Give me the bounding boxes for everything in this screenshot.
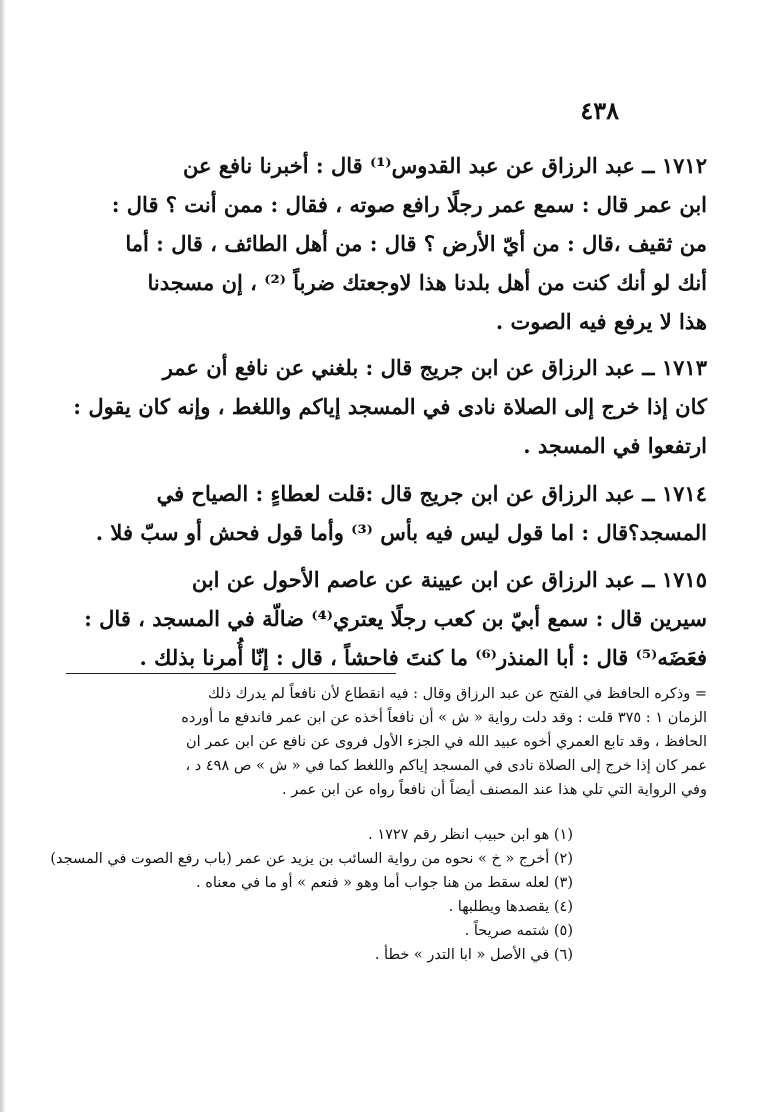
footnote-number: (٣) — [553, 875, 573, 891]
page-number: ٤٣٨ — [580, 96, 619, 125]
footnote-continuation — [66, 682, 707, 802]
text-line: ١٧١٢ ــ عبد الرزاق عن عبد القدوس⁽¹⁾ قال : أخبرنا نافع عن — [182, 153, 707, 178]
footnote-item — [63, 919, 573, 943]
footnote-line: = وذكره الحافظ في الفتح عن عبد الرزاق وقال : فيه انقطاع لأن نافعاً لم يدرك ذلك — [207, 686, 707, 702]
text-line: ارتفعوا في المسجد . — [523, 433, 707, 458]
text-line: المسجد؟قال : اما قول ليس فيه بأس ⁽³⁾ وأما قول فحش أو سبّ فلا . — [95, 520, 707, 545]
footnote-line: وفي الرواية التي تلي هذا عند المصنف أيضاً أن نافعاً رواه عن ابن عمر . — [282, 782, 707, 798]
footnote-text: لعله سقط من هنا جواب أما وهو « فنعم » أو ما في معناه . — [196, 875, 550, 891]
footnote-separator — [66, 673, 396, 674]
footnote-item — [50, 847, 573, 871]
footnote-text: أخرج « خ » نحوه من رواية السائب بن يزيد عن عمر (باب رفع الصوت في المسجد) — [50, 851, 550, 867]
text-line: ١٧١٤ ــ عبد الرزاق عن ابن جريج قال :قلت لعطاءٍ : الصياح في — [156, 481, 707, 506]
footnotes-list — [50, 823, 573, 967]
footnote-item — [63, 823, 573, 847]
footnote-text: هو ابن حبيب انظر رقم ١٧٢٧ . — [368, 827, 550, 843]
footnote-text: يقصدها ويطلبها . — [448, 899, 550, 915]
footnote-item — [63, 871, 573, 895]
text-line: فعَضَه⁽⁵⁾ قال : أبا المنذر⁽⁶⁾ ما كنتَ فاحشاً ، قال : إنّا أُمرنا بذلك . — [139, 645, 707, 670]
text-line: أنك لو أنك كنت من أهل بلدنا هذا لاوجعتك ضرباً ⁽²⁾ ، إن مسجدنا — [147, 270, 707, 295]
text-line: ١٧١٣ ــ عبد الرزاق عن ابن جريج قال : بلغني عن نافع أن عمر — [162, 355, 707, 380]
hadith-1713 — [70, 348, 707, 465]
footnote-number: (٥) — [553, 923, 573, 939]
text-line: ١٧١٥ ــ عبد الرزاق عن ابن عيينة عن عاصم الأحول عن ابن — [191, 567, 707, 592]
footnote-item — [63, 895, 573, 919]
footnote-text: شتمه صريحاً . — [464, 923, 550, 939]
text-line: سيرين قال : سمع أبيّ بن كعب رجلًا يعتري⁽⁴⁾ ضالّة في المسجد ، قال : — [84, 606, 707, 631]
footnote-line: الزمان ١ : ٣٧٥ قلت : وقد دلت رواية « ش » أن نافعاً أخذه عن ابن عمر فاندفع ما أورده — [181, 710, 707, 726]
footnote-item — [63, 943, 573, 967]
footnote-number: (٤) — [553, 899, 573, 915]
footnote-line: عمر كان إذا خرج إلى الصلاة نادى في المسجد إياكم واللغط كما في « ش » ص ٤٩٨ د ، — [185, 758, 707, 774]
hadith-1715 — [70, 560, 707, 677]
text-line: ابن عمر قال : سمع عمر رجلًا رافع صوته ، فقال : ممن أنت ؟ قال : — [111, 192, 707, 217]
footnote-text: في الأصل « ابا التدر » خطأ . — [374, 947, 550, 963]
footnote-line: الحافظ ، وقد تابع العمري أخوه عبيد الله في الجزء الأول فروى عن نافع عن ابن عمر ان — [185, 734, 707, 750]
text-line: هذا لا يرفع فيه الصوت . — [495, 309, 707, 334]
footnote-number: (٢) — [553, 851, 573, 867]
scan-edge-shadow — [0, 0, 6, 1112]
hadith-1714 — [70, 474, 707, 552]
text-line: من ثقيف ،قال : من أيّ الأرض ؟ قال : من أهل الطائف ، قال : أما — [125, 231, 707, 256]
footnote-number: (٦) — [553, 947, 573, 963]
hadith-1712 — [70, 146, 707, 341]
text-line: كان إذا خرج إلى الصلاة نادى في المسجد إياكم واللغط ، وإنه كان يقول : — [73, 394, 707, 419]
footnote-number: (١) — [553, 827, 573, 843]
